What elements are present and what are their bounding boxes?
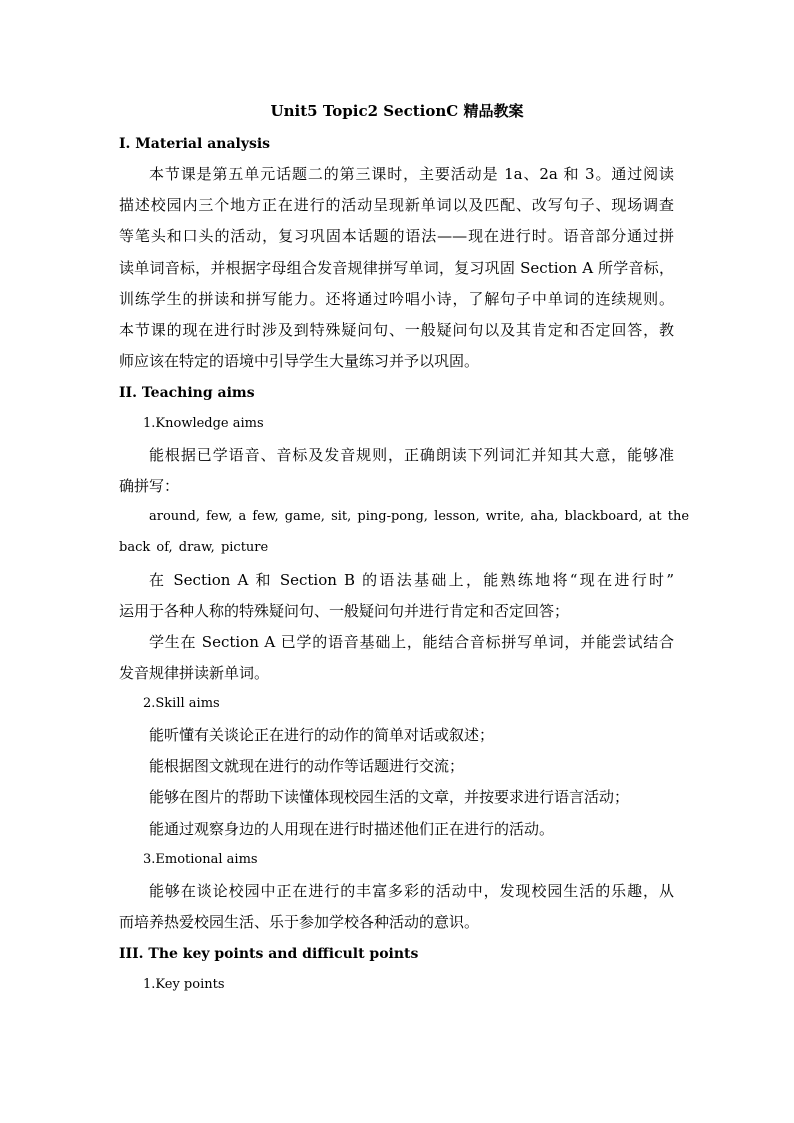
subheading-key-points: 1.Key points: [143, 977, 225, 992]
subheading-skill-aims: 2.Skill aims: [143, 696, 220, 711]
paragraph-line: 本节课是第五单元话题二的第三课时，主要活动是 1a、2a 和 3。通过阅读: [149, 165, 674, 183]
subheading-emotional-aims: 3.Emotional aims: [143, 852, 258, 867]
document-title: Unit5 Topic2 SectionC 精品教案: [270, 102, 524, 120]
skill-item: 能通过观察身边的人用现在进行时描述他们正在进行的活动。: [149, 820, 555, 838]
paragraph-line: 而培养热爱校园生活、乐于参加学校各种活动的意识。: [119, 913, 480, 931]
vocabulary-line: back of, draw, picture: [119, 540, 269, 555]
skill-item: 能够在图片的帮助下读懂体现校园生活的文章，并按要求进行语言活动；: [149, 788, 630, 806]
paragraph-line: 训练学生的拼读和拼写能力。还将通过吟唱小诗，了解句子中单词的连续规则。: [119, 290, 674, 308]
skill-item: 能根据图文就现在进行的动作等话题进行交流；: [149, 757, 465, 775]
paragraph-line: 师应该在特定的语境中引导学生大量练习并予以巩固。: [119, 352, 480, 370]
section-heading-teaching-aims: II. Teaching aims: [119, 385, 255, 401]
vocabulary-line: around, few, a few, game, sit, ping-pong, lesson, write, aha, blackboard, at the: [149, 509, 690, 524]
paragraph-line: 在 Section A 和 Section B 的语法基础上，能熟练地将“现在进行时”: [149, 571, 674, 589]
paragraph-line: 描述校园内三个地方正在进行的活动呈现新单词以及匹配、改写句子、现场调查: [119, 196, 674, 214]
paragraph-line: 运用于各种人称的特殊疑问句、一般疑问句并进行肯定和否定回答；: [119, 602, 570, 620]
paragraph-line: 学生在 Section A 已学的语音基础上，能结合音标拼写单词，并能尝试结合: [149, 633, 674, 651]
skill-item: 能听懂有关谈论正在进行的动作的简单对话或叙述；: [149, 726, 495, 744]
paragraph-line: 确拼写：: [119, 477, 180, 495]
subheading-knowledge-aims: 1.Knowledge aims: [143, 416, 264, 431]
paragraph-line: 等笔头和口头的活动，复习巩固本话题的语法——现在进行时。语音部分通过拼: [119, 227, 674, 245]
paragraph-line: 读单词音标，并根据字母组合发音规律拼写单词，复习巩固 Section A 所学音标，: [119, 259, 674, 277]
section-heading-material-analysis: I. Material analysis: [119, 136, 271, 152]
paragraph-line: 本节课的现在进行时涉及到特殊疑问句、一般疑问句以及其肯定和否定回答，教: [119, 321, 674, 339]
paragraph-line: 能根据已学语音、音标及发音规则，正确朗读下列词汇并知其大意，能够准: [149, 446, 674, 464]
section-heading-key-points: III. The key points and difficult points: [119, 946, 419, 962]
paragraph-line: 发音规律拼读新单词。: [119, 664, 270, 682]
paragraph-line: 能够在谈论校园中正在进行的丰富多彩的活动中，发现校园生活的乐趣，从: [149, 882, 674, 900]
